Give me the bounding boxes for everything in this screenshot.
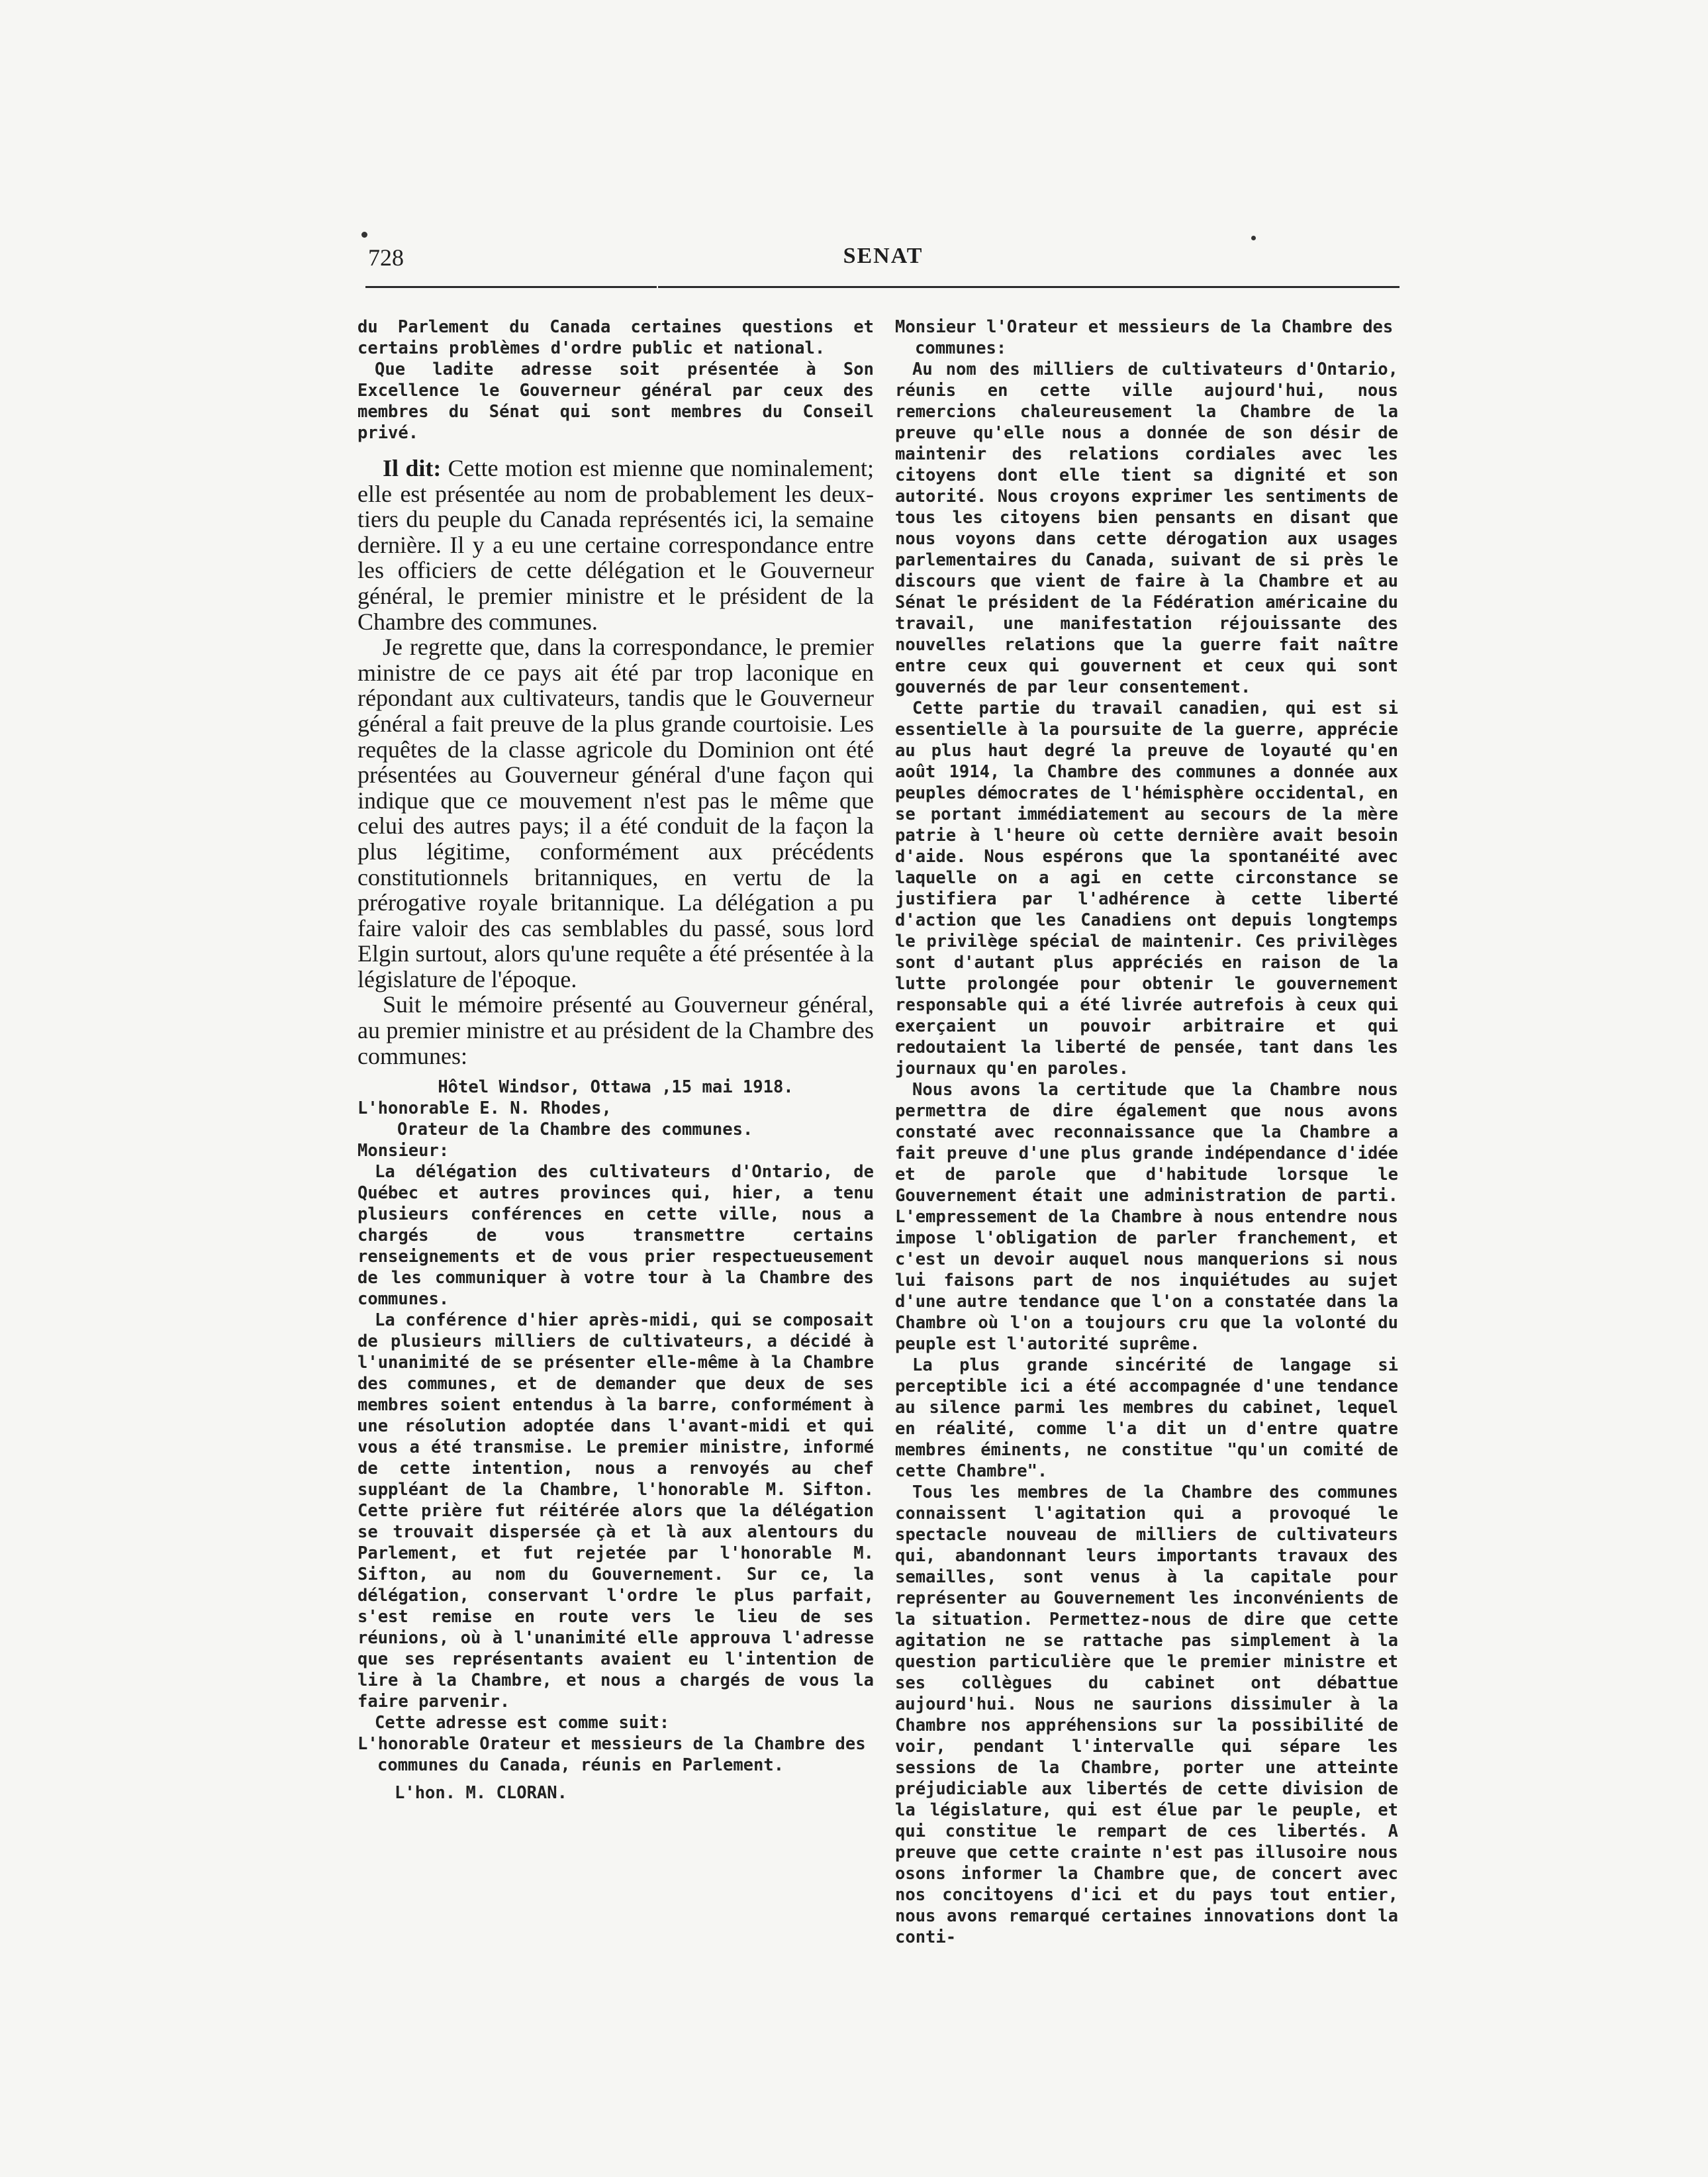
address-salutation: Monsieur l'Orateur et messieurs de la Chambre des communes: (895, 317, 1394, 358)
address-paragraph: Au nom des milliers de cultivateurs d'Ontario, réunis en cette ville aujourd'hui, nous remercions chaleureusement la Chambre de la preuve qu'elle nous a donnée de son désir de maintenir des relations cordiales avec les citoyens dont elle tient sa dignité et son autorité. Nous croyons exprimer les sentiments de tous les citoyens bien pensants en disant que nous voyons dans cette dérogation aux usages parlementaires du Canada, suivant de si près le discours que vient de faire à la Chambre et au Sénat le président de la Fédération américaine du travail, une manifestation réjouissante des nouvelles relations que la guerre fait naître entre ceux qui gouvernent et ceux qui sont gouvernés de par leur consentement. (895, 360, 1398, 697)
speech-paragraph: Je regrette que, dans la correspondance, le premier ministre de ce pays ait été par trop laconique en répondant aux cultivateurs, tandis que le Gouverneur général a fait preuve de la plus grande courtoisie. Les requêtes de la classe agricole du Dominion ont été présentées au Gouverneur général d'une façon qui indique que ce mouvement n'est pas le même que celui des autres pays; il a été conduit de la façon la plus légitime, conformément aux précédents constitutionnels britanniques, en vertu de la prérogative royale britannique. La délégation a pu faire valoir des cas semblables du passé, sous lord Elgin surtout, alors qu'une requête a été présentée à la législature de l'époque. (357, 634, 874, 992)
header-rule (658, 286, 1400, 288)
address-paragraph: Cette partie du travail canadien, qui est si essentielle à la poursuite de la guerre, apprécie au plus haut degré la preuve de loyauté qu'en août 1914, la Chambre des communes a donnée aux peuples démocrates de l'hémisphère occidental, en se portant immédiatement au secours de la mère patrie à l'heure où cette dernière avait besoin d'aide. Nous espérons que la spontanéité avec laquelle on a agi en cette circonstance se justifiera par l'adhérence à cette liberté d'action que les Canadiens ont depuis longtemps le privilège spécial de maintenir. Ces privilèges sont d'autant plus appréciés en raison de la lutte prolongée pour obtenir le gouvernement responsable qui a été livrée autrefois à ceux qui exerçaient un pouvoir arbitraire et qui redoutaient la liberté de pensée, tant dans les journaux qu'en paroles. (895, 699, 1398, 1079)
page-header (368, 244, 1398, 283)
address-paragraph: La plus grande sincérité de langage si perceptible ici a été accompagnée d'une tendance au silence parmi les membres du cabinet, lequel en réalité, comme l'a dit un d'entre quatre membres éminents, ne constitue "qu'un comité de cette Chambre". (895, 1355, 1398, 1481)
ink-speck (361, 232, 367, 238)
memo-paragraph: La délégation des cultivateurs d'Ontario, de Québec et autres provinces qui, hier, a tenu plusieurs conférences en cette ville, nous a chargés de vous transmettre certains renseignements et de vous prier respectueusement de les communiquer à votre tour à la Chambre des communes. (357, 1162, 874, 1310)
spacer (357, 1069, 874, 1077)
left-column (357, 316, 874, 1804)
memo-paragraph: Cette adresse est comme suit: (375, 1713, 670, 1733)
memo-recipient: L'honorable E. N. Rhodes, (357, 1098, 612, 1119)
memo-salutation: Monsieur: (357, 1141, 450, 1161)
right-column (895, 316, 1398, 1948)
speech-paragraph: Suit le mémoire présenté au Gouverneur général, au premier ministre et au président de la Chambre des communes: (357, 991, 874, 1069)
spacer (357, 444, 874, 456)
header-rule (365, 286, 657, 288)
speaker-intro: Il dit: (383, 455, 442, 481)
speaker-signature: L'hon. M. CLORAN. (395, 1783, 567, 1804)
speech-paragraph (357, 456, 874, 634)
running-title: SENAT (843, 244, 924, 268)
memo-recipient-title: Orateur de la Chambre des communes. (397, 1120, 753, 1140)
memo-paragraph: La conférence d'hier après-midi, qui se composait de plusieurs milliers de cultivateurs, a décidé à l'unanimité de se présenter elle-même à la Chambre des communes, et de demander que deux de ses membres soient entendus à la barre, conformément à une résolution adoptée dans l'avant-midi et qui vous a été transmise. Le premier ministre, informé de cette intention, nous a renvoyés au chef suppléant de la Chambre, l'honorable M. Sifton. Cette prière fut réitérée alors que la délégation se trouvait dispersée çà et là aux alentours du Parlement, et fut rejetée par l'honorable M. Sifton, au nom du Gouvernement. Sur ce, la délégation, conservant l'ordre le plus parfait, s'est remise en route vers le lieu de ses réunions, où à l'unanimité elle approuva l'adresse que ses représentants avaient eu l'intention de lire à la Chambre, et nous a chargés de vous la faire parvenir. (357, 1310, 874, 1712)
address-paragraph: Nous avons la certitude que la Chambre nous permettra de dire également que nous avons constaté avec reconnaissance que la Chambre a fait preuve d'une plus grande indépendance d'idée et de parole que d'habitude lorsque le Gouvernement était une administration de parti. L'empressement de la Chambre à nous entendre nous impose l'obligation de parler franchement, et c'est un devoir auquel nous manquerions si nous lui faisons part de nos inquiétudes au sujet d'une autre tendance que l'on a constatée dans la Chambre où l'on a toujours cru que la volonté du peuple est l'autorité suprême. (895, 1080, 1398, 1354)
speech-text: Cette motion est mienne que nominalement; elle est présentée au nom de probablement les deux-tiers du peuple du Canada représentés ici, la semaine dernière. Il y a eu une certaine correspondance entre les officiers de cette délégation et le Gouverneur général, le premier ministre et le président de la Chambre des communes. (357, 455, 875, 635)
spacer (357, 1776, 874, 1782)
ink-speck (1251, 236, 1256, 240)
motion-text: du Parlement du Canada certaines questions et certains problèmes d'ordre public et national. (357, 317, 874, 358)
memo-place-date: Hôtel Windsor, Ottawa ,15 mai 1918. (438, 1077, 794, 1098)
address-recipient: L'honorable Orateur et messieurs de la Chambre des communes du Canada, réunis en Parlement. (357, 1734, 866, 1776)
page-number: 728 (368, 244, 404, 271)
address-paragraph: Tous les membres de la Chambre des communes connaissent l'agitation qui a provoqué le spectacle nouveau de milliers de cultivateurs qui, abandonnant leurs importants travaux des semailles, sont venus à la capitale pour représenter au Gouvernement les inconvénients de la situation. Permettez-nous de dire que cette agitation ne se rattache pas simplement à la question particulière que le premier ministre et ses collègues du cabinet ont débattue aujourd'hui. Nous ne saurions dissimuler à la Chambre nos appréhensions sur la possibilité de voir, pendant l'intervalle qui sépare les sessions de la Chambre, porter une atteinte préjudiciable aux libertés de cette division de la législature, qui est élue par le peuple, et qui constitue le rempart de ces libertés. A preuve que cette crainte n'est pas illusoire nous osons informer la Chambre que, de concert avec nos concitoyens d'ici et du pays tout entier, nous avons remarqué certaines innovations dont la conti- (895, 1482, 1398, 1947)
motion-text: Que ladite adresse soit présentée à Son Excellence le Gouverneur général par ceux des membres du Sénat qui sont membres du Conseil privé. (357, 360, 874, 443)
